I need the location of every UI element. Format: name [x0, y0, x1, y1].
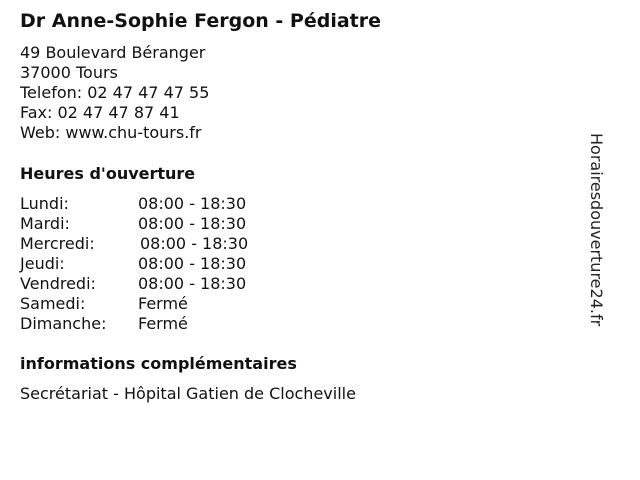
- day-label: Mercredi:: [20, 234, 95, 253]
- time-value: 08:00 - 18:30: [140, 234, 249, 253]
- day-label: Samedi:: [20, 294, 86, 313]
- address-street: 49 Boulevard Béranger: [20, 43, 206, 62]
- day-label: Lundi:: [20, 194, 69, 213]
- address-block: [20, 43, 209, 143]
- time-value: 08:00 - 18:30: [138, 194, 247, 213]
- phone-number: Telefon: 02 47 47 47 55: [20, 83, 210, 102]
- website: Web: www.chu-tours.fr: [20, 123, 202, 142]
- site-watermark: [576, 133, 636, 347]
- day-label: Vendredi:: [20, 274, 96, 293]
- address-city: 37000 Tours: [20, 63, 118, 82]
- time-value: 08:00 - 18:30: [138, 274, 247, 293]
- fax-number: Fax: 02 47 47 87 41: [20, 103, 180, 122]
- time-value: 08:00 - 18:30: [138, 214, 247, 233]
- time-value: 08:00 - 18:30: [138, 254, 247, 273]
- day-label: Mardi:: [20, 214, 70, 233]
- day-label: Jeudi:: [20, 254, 65, 273]
- time-value: Fermé: [138, 314, 188, 333]
- page-title: Dr Anne-Sophie Fergon - Pédiatre: [20, 10, 382, 32]
- additional-info-heading: informations complémentaires: [20, 354, 297, 373]
- additional-info-text: Secrétariat - Hôpital Gatien de Clocheville: [20, 384, 356, 403]
- day-label: Dimanche:: [20, 314, 107, 333]
- opening-hours-heading: Heures d'ouverture: [20, 164, 196, 183]
- watermark-text: Horairesdouverture24.fr: [587, 133, 606, 327]
- time-value: Fermé: [138, 294, 188, 313]
